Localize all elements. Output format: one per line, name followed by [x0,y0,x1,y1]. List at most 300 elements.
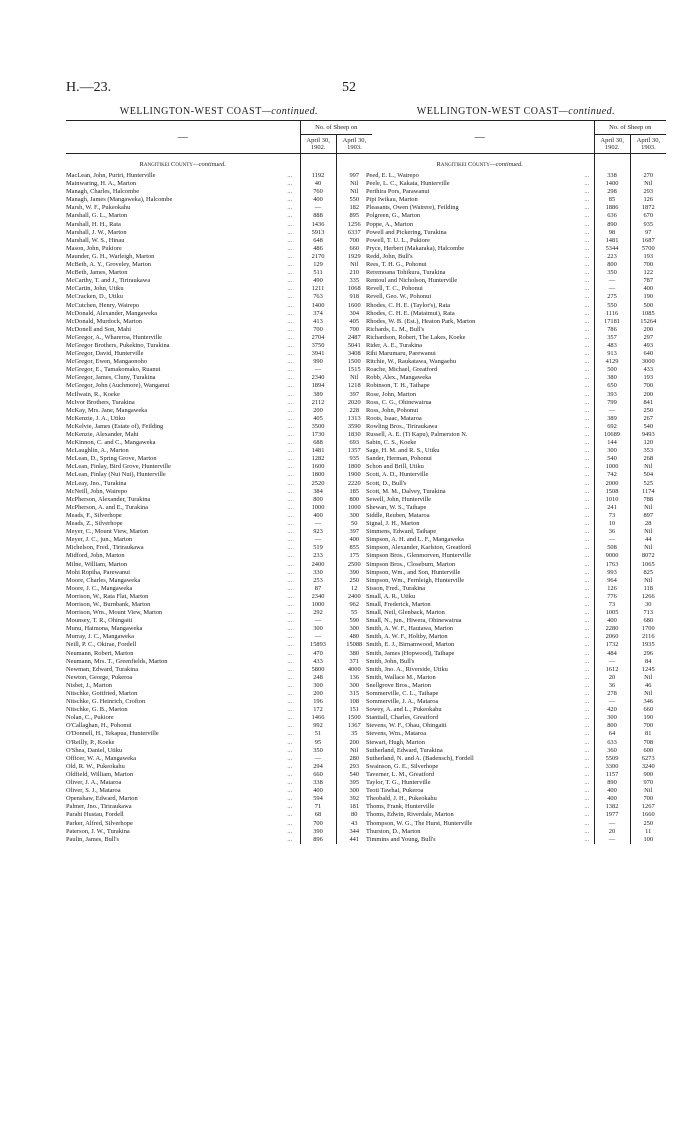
owner-name: McCartin, John, Utiku [66,285,124,293]
sheep-1903: 1367 [336,722,372,730]
owner-name: MacLean, John, Puriri, Hunterville [66,172,156,179]
table-row [66,221,372,229]
right-sheep-header-label: No. of Sheep on [595,121,667,135]
owner-name: Neumann, Mrs. T., Greenfields, Marton [66,657,168,665]
sheep-1903: 1900 [336,471,372,479]
left-column-title [66,106,372,120]
sheep-1903: 590 [336,617,372,625]
leader-dots: ... [287,414,293,422]
leader-dots: ... [287,770,293,778]
sheep-1903: 788 [630,496,666,504]
owner-name: Stevens, Wm., Mataroa [366,730,427,738]
leader-dots: ... [287,479,293,487]
page-number: 52 [342,80,356,95]
leader-dots: ... [287,576,293,584]
sheep-1903: 108 [336,698,372,706]
table-row [66,415,372,423]
sheep-1902: 5913 [300,229,336,237]
table-row [366,779,666,787]
sheep-1903: 190 [630,714,666,722]
sheep-1902: 36 [594,682,630,690]
table-row [66,318,372,326]
sheep-1902: 890 [594,221,630,229]
leader-dots: ... [584,293,590,301]
sheep-1902: 393 [594,391,630,399]
sheep-1903: 1256 [336,221,372,229]
table-row [66,172,372,180]
table-row [66,795,372,803]
table-row [66,536,372,544]
table-row [366,407,666,415]
leader-dots: ... [287,552,293,560]
sheep-1903: 400 [336,536,372,544]
left-name-header: — [66,121,300,154]
leader-dots: ... [287,204,293,212]
sheep-1902: 1894 [300,382,336,390]
leader-dots: ... [584,463,590,471]
owner-name: Rihi Marumaru, Parewanui [366,350,436,358]
leader-dots: ... [584,252,590,260]
table-row [66,423,372,431]
leader-dots: ... [584,244,590,252]
right-sheep-table [366,120,666,844]
sheep-1902: — [594,277,630,285]
sheep-1902: 888 [300,212,336,220]
sheep-1902: 2000 [594,480,630,488]
sheep-1902: 3750 [300,342,336,350]
sheep-1903: 1000 [336,504,372,512]
sheep-1903: 6273 [630,755,666,763]
sheep-1903: 175 [336,552,372,560]
sheep-1903: 970 [630,779,666,787]
leader-dots: ... [287,746,293,754]
sheep-1902: 2704 [300,334,336,342]
sheep-1903: Nil [336,180,372,188]
owner-name: Robb, Alex., Mangaweka [366,374,432,382]
leader-dots: ... [584,220,590,228]
table-row [366,698,666,706]
owner-name: Marshall, G. L., Marton [66,212,128,220]
table-row [366,342,666,350]
sheep-1903: 493 [630,342,666,350]
owner-name: McKenzie, Alexander, Mahi [66,431,139,438]
sheep-1903: Nil [630,544,666,552]
sheep-1903: 500 [630,302,666,310]
right-table-body [366,121,666,844]
owner-name: Old, R. W., Pukeokahu [66,762,125,770]
owner-name: Oliver, S. J., Mataroa [66,787,121,795]
sheep-1902: 20 [594,828,630,836]
left-sheep-header-label: No. of Sheep on [301,121,373,135]
sheep-1902: 129 [300,261,336,269]
leader-dots: ... [584,228,590,236]
sheep-1902: 144 [594,439,630,447]
leader-dots: ... [287,495,293,503]
leader-dots: ... [287,722,293,730]
sheep-1903: 97 [630,229,666,237]
owner-name: Marshall, J. W., Marton [66,228,127,236]
owner-name: Meyer, J. C., jun., Marton [66,536,133,544]
owner-name: Neill, P. C., Okirae, Fordell [66,641,137,649]
leader-dots: ... [287,625,293,633]
sheep-1903: 122 [630,269,666,277]
sheep-1902: 486 [300,245,336,253]
table-row [66,455,372,463]
sheep-1903: 3408 [336,350,372,358]
leader-dots: ... [584,592,590,600]
sheep-1903: 250 [630,820,666,828]
sheep-1902: 10 [594,520,630,528]
leader-dots: ... [584,285,590,293]
table-row [66,698,372,706]
table-row [366,658,666,666]
leader-dots: ... [287,431,293,438]
sheep-1902: — [594,407,630,415]
table-row [366,811,666,819]
owner-name: Simpson Bros., Closeburn, Marton [366,560,456,568]
leader-dots: ... [287,520,293,528]
owner-name: Mounsey, T. R., Ohingaiti [66,617,133,625]
right-title-suffix: —continued. [558,106,616,117]
sheep-1902: 550 [594,302,630,310]
owner-name: Signal, J. H., Marton [366,520,420,528]
sheep-1902: 776 [594,593,630,601]
leader-dots: ... [584,422,590,430]
table-row [66,609,372,617]
owner-name: O'Callaghan, H., Pohonui [66,722,132,730]
table-row [366,326,666,334]
sheep-1902: 338 [300,779,336,787]
sheep-1903: 2500 [336,561,372,569]
sheep-1902: 126 [594,585,630,593]
sheep-1903: 900 [630,771,666,779]
table-row [366,366,666,374]
owner-name: Polgreen, G., Marton [366,212,421,220]
leader-dots: ... [287,358,293,366]
table-row [366,820,666,828]
table-row [66,212,372,220]
sheep-1903: 540 [630,423,666,431]
leader-dots: ... [287,463,293,471]
owner-name: Roache, Michael, Greatford [366,366,438,374]
sheep-1903: 1174 [630,488,666,496]
leader-dots: ... [287,422,293,430]
leader-dots: ... [287,827,293,835]
leader-dots: ... [584,188,590,196]
right-column-title [366,106,666,120]
sheep-1902: 800 [594,722,630,730]
leader-dots: ... [584,617,590,625]
leader-dots: ... [584,495,590,503]
leader-dots: ... [287,714,293,722]
sheep-1903: 433 [630,366,666,374]
owner-name: McLeay, Jno., Turakina [66,479,127,487]
sheep-1903: 380 [336,650,372,658]
table-row [66,828,372,836]
sheep-1903: 1515 [336,366,372,374]
right-section-row [366,158,666,172]
sheep-1903: 1500 [336,714,372,722]
sheep-1903: 15264 [630,318,666,326]
sheep-1902: 374 [300,310,336,318]
leader-dots: ... [584,730,590,738]
sheep-1902: 890 [594,779,630,787]
table-row [366,318,666,326]
sheep-1903: 250 [630,407,666,415]
sheep-1902: — [594,536,630,544]
sheep-1903: 43 [336,820,372,828]
owner-name: McPherson, A. and E., Turakina [66,503,149,511]
leader-dots: ... [287,819,293,827]
table-row [366,803,666,811]
sheep-1903: 395 [336,779,372,787]
sheep-1903: 300 [336,787,372,795]
sheep-1903: 397 [336,528,372,536]
sheep-1903: 46 [630,682,666,690]
leader-dots: ... [287,698,293,706]
owner-name: McDonald, Alexander, Mangaweka [66,309,157,317]
sheep-1902: 389 [300,391,336,399]
owner-name: Meyer, C., Mount View, Marton [66,528,149,536]
sheep-1902: 633 [594,739,630,747]
sheep-1902: 400 [594,787,630,795]
table-row [66,310,372,318]
sheep-1903: 841 [630,399,666,407]
table-row [366,447,666,455]
owner-name: Pryce, Herbert (Makaraka), Halcombe [366,244,465,252]
sheep-1903: 1085 [630,310,666,318]
table-row [366,722,666,730]
leader-dots: ... [287,374,293,382]
owner-name: Sewell, John, Hunterville [366,495,431,503]
sheep-1902: 338 [594,172,630,180]
owner-name: Marshall, H. H., Rata [66,220,121,228]
table-row [366,212,666,220]
table-row [366,674,666,682]
owner-name: Thurston, D., Marton [366,827,421,835]
sheep-1903: 700 [336,326,372,334]
leader-dots: ... [584,706,590,714]
table-row [66,561,372,569]
leader-dots: ... [584,325,590,333]
sheep-1903: 1357 [336,447,372,455]
sheep-1903: 293 [630,188,666,196]
owner-name: Shewan, W. S., Taihape [366,503,427,511]
owner-name: Ross, John, Pohonui [366,406,419,414]
sheep-1903: 1065 [630,561,666,569]
leader-dots: ... [287,471,293,479]
sheep-1902: 400 [300,196,336,204]
table-row [366,302,666,310]
sheep-1902: 384 [300,488,336,496]
leader-dots: ... [584,528,590,536]
leader-dots: ... [287,406,293,414]
sheep-1902: 1005 [594,609,630,617]
leader-dots: ... [584,447,590,455]
sheep-1903: 825 [630,569,666,577]
table-row [66,293,372,301]
sheep-1902: — [300,366,336,374]
leader-dots: ... [584,439,590,447]
leader-dots: ... [584,690,590,697]
table-row [66,180,372,188]
sheep-1903: 895 [336,212,372,220]
sheep-1902: 1977 [594,811,630,819]
table-row [66,480,372,488]
sheep-1902: 1436 [300,221,336,229]
sheep-1903: 44 [630,536,666,544]
sheep-1903: 12 [336,585,372,593]
leader-dots: ... [584,835,590,843]
leader-dots: ... [287,333,293,341]
sheep-1903: 1218 [336,382,372,390]
sheep-1902: 763 [300,293,336,301]
sheep-1903: 181 [336,803,372,811]
leader-dots: ... [584,382,590,390]
sheep-1902: 278 [594,690,630,698]
table-row [66,350,372,358]
table-row [366,334,666,342]
owner-name: Pipi Iwikau, Marton [366,196,418,204]
sheep-1902: — [300,633,336,641]
leader-dots: ... [584,714,590,722]
leader-dots: ... [584,552,590,560]
sheep-1902: 200 [300,690,336,698]
sheep-1903: 300 [336,625,372,633]
owner-name: Munu, Haimona, Mangaweka [66,625,143,633]
owner-name: Rhodes, C. H. E. (Mataimui), Rata [366,309,455,317]
sheep-1903: 680 [630,617,666,625]
sheep-1902: 248 [300,674,336,682]
leader-dots: ... [584,309,590,317]
table-row [66,714,372,722]
table-row [66,269,372,277]
owner-name: Smith, A. W. F., Hautawa, Marton [366,625,454,633]
table-row [66,552,372,560]
sheep-1902: 799 [594,399,630,407]
owner-name: Nitschke, G. Heinrich, Crofton [66,698,146,706]
right-date1-header: April 30, 1902. [600,137,624,151]
table-row [66,682,372,690]
sheep-1902: — [594,285,630,293]
table-row [366,552,666,560]
sheep-1903: 120 [630,439,666,447]
leader-dots: ... [287,180,293,188]
owner-name: Small, Neil, Glenback, Marton [366,609,445,617]
owner-name: Marshall, W. S., Hinau [66,236,125,244]
sheep-1902: 253 [300,577,336,585]
sheep-1902: 3300 [594,763,630,771]
leader-dots: ... [287,487,293,495]
sheep-1902: 400 [594,795,630,803]
table-row [66,658,372,666]
leader-dots: ... [287,787,293,795]
left-section-row [66,158,372,172]
owner-name: Officer, W. A., Mangaweka [66,754,137,762]
sheep-1902: 688 [300,439,336,447]
table-row [366,577,666,585]
owner-name: McGregor, John (Auchmore), Wanganui [66,382,170,390]
sheep-1902: 380 [594,374,630,382]
sheep-1902: 1400 [300,302,336,310]
sheep-1902: 993 [594,569,630,577]
table-row [66,650,372,658]
leader-dots: ... [287,544,293,552]
sheep-1903: 640 [630,350,666,358]
table-row [66,399,372,407]
sheep-1902: 98 [594,229,630,237]
sheep-1903: 151 [336,706,372,714]
owner-name: Scott, M. M., Dalvey, Turakina [366,487,446,495]
table-row [366,391,666,399]
owner-name: Small, Frederick, Marton [366,600,431,608]
sheep-1903: 182 [336,204,372,212]
leader-dots: ... [287,609,293,617]
leader-dots: ... [584,803,590,811]
table-row [366,285,666,293]
sheep-1902: 2340 [300,593,336,601]
owner-name: Mohi Ropiha, Parewanui [66,568,131,576]
leader-dots: ... [584,503,590,511]
owner-name: Murray, J. C., Mangaweka [66,633,134,641]
table-row [66,820,372,828]
table-row [366,593,666,601]
owner-name: Rhodes, C. H. E. (Taylor's), Rata [366,301,451,309]
right-section-heading: Rangitikei County—continued. [436,161,523,168]
sheep-1902: 357 [594,334,630,342]
leader-dots: ... [287,641,293,649]
leader-dots: ... [287,196,293,204]
table-row [66,374,372,382]
table-row [66,585,372,593]
owner-name: Managh, James (Mangaweka), Halcombe [66,196,173,204]
sheep-1902: 1800 [300,471,336,479]
leader-dots: ... [584,770,590,778]
sheep-1902: 1000 [594,463,630,471]
sheep-1902: 300 [300,625,336,633]
sheep-1903: 1830 [336,431,372,439]
sheep-1903: Nil [630,504,666,512]
sheep-1903: 80 [336,811,372,819]
owner-name: Scott, D., Bull's [366,479,407,487]
sheep-1902: 500 [594,366,630,374]
owner-name: Nisbet, J., Marton [66,681,112,689]
leader-dots: ... [287,584,293,592]
sheep-1903: 11 [630,828,666,836]
leader-dots: ... [287,617,293,625]
owner-name: Stantiall, Charles, Greatford [366,714,439,722]
sheep-1902: 389 [594,415,630,423]
sheep-1903: 50 [336,520,372,528]
owner-name: Taylor, T. G., Hunterville [366,779,431,787]
table-row [66,771,372,779]
owner-name: Morrison, Wm., Mount View, Marton [66,609,163,617]
sheep-1902: 5800 [300,666,336,674]
table-row [66,755,372,763]
owner-name: Simmens, Edward, Taihape [366,528,437,536]
table-row [66,811,372,819]
sheep-1903: 6337 [336,229,372,237]
leader-dots: ... [584,633,590,641]
owner-name: Ritchie, W., Raukatawa, Wangaehu [366,358,457,366]
sheep-1902: 700 [300,326,336,334]
table-row [366,172,666,180]
table-row [366,488,666,496]
right-name-header: — [366,121,594,154]
sheep-1903: 2220 [336,480,372,488]
table-row [366,836,666,844]
sheep-1902: 233 [300,552,336,560]
